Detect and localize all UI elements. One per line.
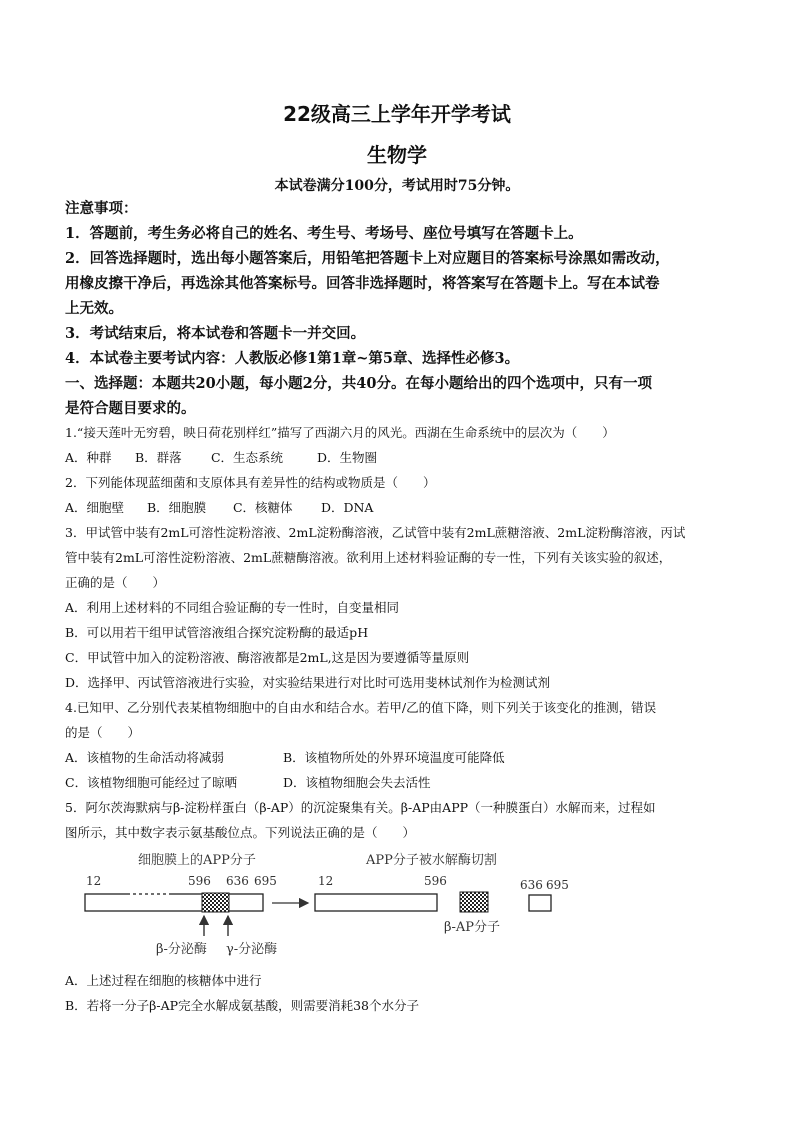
q2-options — [65, 495, 735, 520]
app-cleavage-diagram — [82, 848, 582, 960]
position-label: 695 — [254, 874, 277, 888]
q3-option-a: A．利用上述材料的不同组合验证酶的专一性时，自变量相同 — [65, 600, 400, 615]
position-label: 636 — [226, 874, 249, 888]
position-label: 12 — [318, 874, 334, 888]
note-line: 上无效。 — [65, 300, 123, 317]
position-label: 596 — [424, 874, 447, 888]
position-label: 12 — [86, 874, 102, 888]
q4-option-a: A．该植物的生命活动将减弱 — [65, 750, 225, 765]
diagram-right-title: APP分子被水解酶切割 — [366, 853, 497, 868]
q3-stem-line: 正确的是（ ） — [65, 575, 166, 590]
enzyme-arrows — [204, 916, 228, 936]
beta-ap-label: β-AP分子 — [444, 920, 501, 935]
q4-option-d: D．该植物细胞会失去活性 — [282, 775, 431, 790]
q4-option-b: B．该植物所处的外界环境温度可能降低 — [282, 750, 505, 765]
note-line: 3．考试结束后，将本试卷和答题卡一并交回。 — [65, 325, 366, 342]
section-heading-line: 是符合题目要求的。 — [65, 400, 196, 417]
q1-option-c: C．生态系统 — [210, 450, 284, 465]
q1-stem: 1.“接天莲叶无穷碧，映日荷花别样红”描写了西湖六月的风光。西湖在生命系统中的层次为（ ） — [65, 425, 615, 440]
q2-option-c: C．核糖体 — [232, 500, 293, 515]
q4-stem-line: 4.已知甲、乙分别代表某植物细胞中的自由水和结合水。若甲/乙的值下降，则下列关于该变化的推测，错误 — [65, 700, 657, 715]
q3-stem-line: 3．甲试管中装有2mL可溶性淀粉溶液、2mL淀粉酶溶液，乙试管中装有2mL蔗糖溶液、2mL淀粉酶溶液，丙试 — [65, 525, 686, 540]
exam-title: 22级高三上学年开学考试 — [283, 102, 511, 126]
q2-option-d: D．DNA — [320, 500, 374, 515]
section-heading-line: 一、选择题：本题共20小题，每小题2分，共40分。在每小题给出的四个选项中，只有一项 — [65, 375, 652, 392]
q4-options-row2 — [65, 770, 735, 795]
position-label: 636 — [520, 878, 543, 892]
note-line: 2．回答选择题时，选出每小题答案后，用铅笔把答题卡上对应题目的答案标号涂黑如需改动， — [65, 250, 670, 267]
exam-info: 本试卷满分100分，考试用时75分钟。 — [274, 178, 520, 194]
note-line: 用橡皮擦干净后，再选涂其他答案标号。回答非选择题时，将答案写在答题卡上。写在本试卷 — [65, 275, 660, 292]
q5-option-b: B．若将一分子β-AP完全水解成氨基酸，则需要消耗38个水分子 — [65, 998, 419, 1013]
notes-heading: 注意事项： — [65, 200, 138, 217]
q2-option-b: B．细胞膜 — [146, 500, 207, 515]
position-label: 596 — [188, 874, 211, 888]
q1-option-a: A．种群 — [65, 450, 112, 465]
q1-options — [65, 445, 735, 470]
q4-options-row1 — [65, 745, 735, 770]
subject-title: 生物学 — [367, 143, 427, 167]
q2-option-a: A．细胞壁 — [65, 500, 125, 515]
app-fragment-right — [529, 895, 551, 911]
q3-option-c: C．甲试管中加入的淀粉溶液、酶溶液都是2mL,这是因为要遵循等量原则 — [65, 650, 470, 665]
q2-stem: 2．下列能体现蓝细菌和支原体具有差异性的结构或物质是（ ） — [65, 475, 436, 490]
app-molecule-full — [85, 893, 263, 912]
q3-option-b: B．可以用若干组甲试管溶液组合探究淀粉酶的最适pH — [65, 625, 369, 640]
questions-block — [65, 420, 735, 845]
q4-option-c: C．该植物细胞可能经过了晾晒 — [65, 775, 238, 790]
q5-options-block — [65, 968, 735, 1018]
q3-stem-line: 管中装有2mL可溶性淀粉溶液、2mL蔗糖酶溶液。欲利用上述材料验证酶的专一性，下列有关该实验的叙述， — [65, 550, 672, 565]
q5-option-a: A．上述过程在细胞的核糖体中进行 — [65, 973, 262, 988]
note-line: 1．答题前，考生务必将自己的姓名、考生号、考场号、座位号填写在答题卡上。 — [65, 225, 583, 242]
notes-block — [65, 196, 735, 421]
q3-option-d: D．选择甲、丙试管溶液进行实验，对实验结果进行对比时可选用斐林试剂作为检测试剂 — [65, 675, 551, 690]
q5-stem-line: 图所示，其中数字表示氨基酸位点。下列说法正确的是（ ） — [65, 825, 416, 840]
q1-option-d: D．生物圈 — [316, 450, 377, 465]
q1-option-b: B．群落 — [134, 450, 182, 465]
position-label: 695 — [546, 878, 569, 892]
q5-stem-line: 5．阿尔茨海默病与β-淀粉样蛋白（β-AP）的沉淀聚集有关。β-AP由APP（一种膜蛋白）水解而来，过程如 — [65, 800, 656, 815]
beta-ap-molecule — [460, 892, 488, 912]
diagram-left-title: 细胞膜上的APP分子 — [138, 853, 256, 868]
beta-secretase-label: β-分泌酶 — [156, 942, 207, 957]
gamma-secretase-label: γ-分泌酶 — [226, 942, 278, 957]
q4-stem-line: 的是（ ） — [65, 725, 141, 740]
note-line: 4．本试卷主要考试内容：人教版必修1第1章~第5章、选择性必修3。 — [65, 350, 520, 367]
app-fragment-left — [315, 894, 437, 911]
